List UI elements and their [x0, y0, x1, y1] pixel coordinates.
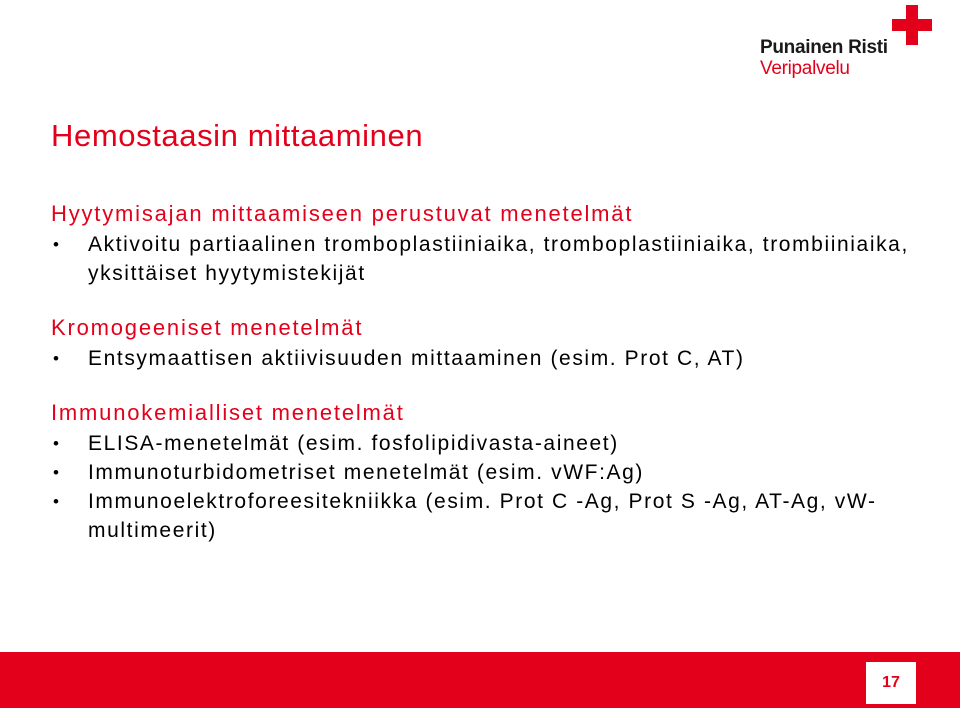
punainen-risti-logo [756, 0, 960, 90]
red-cross-icon [892, 5, 932, 45]
list-item [51, 458, 931, 487]
logo-line-2: Veripalvelu [760, 58, 850, 79]
bullet-list-immunokemialliset [51, 429, 931, 545]
bullet-list-kromogeeniset [51, 344, 931, 373]
bullet-icon: • [53, 463, 59, 482]
bullet-icon: • [53, 349, 59, 368]
slide-title: Hemostaasin mittaaminen [51, 118, 424, 153]
list-item-text: Entsymaattisen aktiivisuuden mittaaminen (esim. Prot C, AT) [88, 347, 745, 370]
section-heading-hyytymisaika: Hyytymisajan mittaamiseen perustuvat menetelmät [51, 201, 634, 226]
list-item [51, 344, 931, 373]
list-item-text: ELISA-menetelmät (esim. fosfolipidivasta-aineet) [88, 432, 619, 455]
section-heading-kromogeeniset: Kromogeeniset menetelmät [51, 315, 364, 340]
list-item-text: Immunoturbidometriset menetelmät (esim. vWF:Ag) [88, 461, 644, 484]
page-number: 17 [882, 674, 900, 691]
page-number-box [866, 662, 916, 704]
list-item-text: Aktivoitu partiaalinen tromboplastiiniaika, tromboplastiiniaika, trombiiniaika, yksittäiset hyytymistekijät [88, 233, 909, 285]
list-item [51, 230, 931, 288]
list-item [51, 429, 931, 458]
bullet-icon: • [53, 492, 59, 511]
section-heading-immunokemialliset: Immunokemialliset menetelmät [51, 400, 405, 425]
logo-line-1: Punainen Risti [760, 37, 888, 58]
list-item [51, 487, 931, 545]
list-item-text: Immunoelektroforeesitekniikka (esim. Prot C -Ag, Prot S -Ag, AT-Ag, vW-multimeerit) [88, 490, 877, 542]
bullet-list-hyytymisaika [51, 230, 931, 288]
bullet-icon: • [53, 434, 59, 453]
slide-content [51, 198, 931, 545]
footer-bar [0, 652, 960, 708]
bullet-icon: • [53, 235, 59, 254]
